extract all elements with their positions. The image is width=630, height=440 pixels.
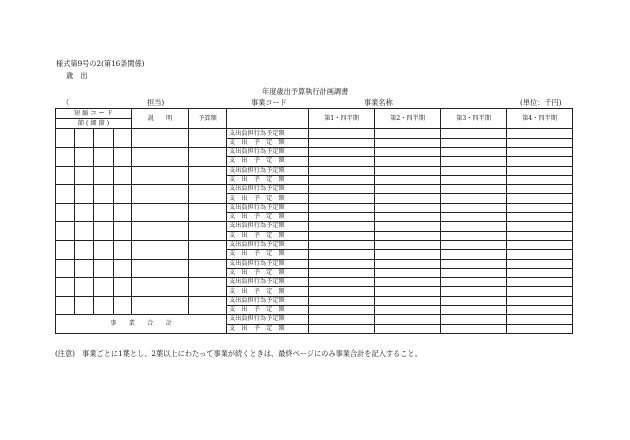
quarter-cell [309,194,375,203]
quarter-cell [375,324,441,333]
setsumei-cell [132,147,189,166]
quarter-cell [309,138,375,147]
row-label: 支出負担行為予定額 [227,129,309,138]
yosangaku-cell [189,278,227,297]
header-blank [227,109,309,129]
quarter-cell [507,185,573,194]
header-q3: 第3・四半期 [441,109,507,129]
setsumei-cell [132,222,189,241]
setsumei-cell [132,240,189,259]
quarter-cell [441,306,507,315]
code-cell [114,185,132,204]
table-row [56,166,573,175]
quarter-cell [309,250,375,259]
code-cell [114,259,132,278]
quarter-cell [441,175,507,184]
row-label: 支出負担行為予定額 [227,185,309,194]
quarter-cell [507,203,573,212]
row-label: 支出負担行為予定額 [227,240,309,249]
code-cell [75,129,94,148]
row-label: 支出負担行為予定額 [227,278,309,287]
code-cell [75,203,94,222]
code-cell [75,278,94,297]
code-cell [114,278,132,297]
info-tanto: 担当) [147,98,165,107]
quarter-cell [441,222,507,231]
quarter-cell [507,222,573,231]
code-cell [56,296,75,315]
row-label: 支 出 予 定 額 [227,324,309,333]
row-label: 支出負担行為予定額 [227,203,309,212]
quarter-cell [507,138,573,147]
table-row [56,296,573,305]
quarter-cell [309,185,375,194]
quarter-cell [441,166,507,175]
quarter-cell [309,157,375,166]
info-unit: (単位：千円) [520,98,562,107]
quarter-cell [441,138,507,147]
code-cell [75,259,94,278]
quarter-cell [441,194,507,203]
quarter-cell [507,213,573,222]
code-cell [94,147,114,166]
quarter-cell [441,231,507,240]
quarter-cell [507,250,573,259]
code-cell [75,166,94,185]
code-cell [114,203,132,222]
yosangaku-cell [189,259,227,278]
code-cell [114,222,132,241]
code-cell [94,296,114,315]
setsumei-cell [132,259,189,278]
quarter-cell [441,213,507,222]
row-label: 支 出 予 定 額 [227,157,309,166]
row-label: 支 出 予 定 額 [227,194,309,203]
quarter-cell [309,287,375,296]
section-label: 歳 出 [66,71,88,80]
header-setsumei: 説 明 [132,109,189,129]
header-q4: 第4・四半期 [507,109,573,129]
document-title: 年度歳出予算執行計画調書 [262,87,349,96]
setsumei-cell [132,296,189,315]
quarter-cell [507,194,573,203]
quarter-cell [375,157,441,166]
quarter-cell [375,222,441,231]
row-label: 支出負担行為予定額 [227,296,309,305]
row-label: 支 出 予 定 額 [227,250,309,259]
quarter-cell [375,194,441,203]
table-row [56,147,573,156]
code-cell [94,240,114,259]
row-label: 支 出 予 定 額 [227,231,309,240]
yosangaku-cell [189,240,227,259]
quarter-cell [441,203,507,212]
code-cell [114,147,132,166]
quarter-cell [375,138,441,147]
quarter-cell [441,259,507,268]
quarter-cell [507,324,573,333]
quarter-cell [375,203,441,212]
quarter-cell [375,185,441,194]
quarter-cell [375,315,441,324]
quarter-cell [507,240,573,249]
quarter-cell [309,296,375,305]
yosangaku-cell [189,203,227,222]
quarter-cell [309,259,375,268]
header-q2: 第2・四半期 [375,109,441,129]
quarter-cell [375,231,441,240]
code-cell [94,203,114,222]
row-label: 支 出 予 定 額 [227,213,309,222]
code-cell [114,296,132,315]
quarter-cell [309,268,375,277]
code-cell [94,185,114,204]
quarter-cell [309,166,375,175]
setsumei-cell [132,166,189,185]
quarter-cell [309,213,375,222]
quarter-cell [441,147,507,156]
quarter-cell [441,296,507,305]
code-cell [56,166,75,185]
quarter-cell [375,129,441,138]
code-cell [94,222,114,241]
quarter-cell [309,240,375,249]
yosangaku-cell [189,296,227,315]
quarter-cell [375,250,441,259]
table-row [56,278,573,287]
setsumei-cell [132,129,189,148]
yosangaku-cell [189,147,227,166]
code-cell [56,185,75,204]
code-cell [114,129,132,148]
quarter-cell [309,147,375,156]
header-yosangaku: 予算額 [189,109,227,129]
quarter-cell [507,129,573,138]
quarter-cell [507,278,573,287]
quarter-cell [375,278,441,287]
row-label: 支出負担行為予定額 [227,166,309,175]
code-cell [94,259,114,278]
quarter-cell [309,222,375,231]
quarter-cell [309,315,375,324]
code-cell [114,240,132,259]
total-row [56,315,573,324]
quarter-cell [507,175,573,184]
setsumei-cell [132,185,189,204]
quarter-cell [309,203,375,212]
code-cell [75,222,94,241]
yosangaku-cell [189,185,227,204]
quarter-cell [375,296,441,305]
quarter-cell [507,287,573,296]
plan-table [55,108,573,334]
row-label: 支出負担行為予定額 [227,315,309,324]
code-cell [114,166,132,185]
quarter-cell [375,268,441,277]
note: (注意) 事業ごとに1葉とし、2葉以上にわたって事業が続くときは、最終ページにのみ事業合計を記入すること。 [55,349,422,358]
quarter-cell [309,278,375,287]
quarter-cell [507,306,573,315]
quarter-cell [507,296,573,305]
quarter-cell [309,175,375,184]
quarter-cell [441,240,507,249]
quarter-cell [441,324,507,333]
setsumei-cell [132,203,189,222]
quarter-cell [507,166,573,175]
quarter-cell [441,287,507,296]
quarter-cell [507,231,573,240]
table-row [56,240,573,249]
quarter-cell [375,259,441,268]
header-q1: 第1・四半期 [309,109,375,129]
row-label: 支 出 予 定 額 [227,306,309,315]
code-cell [56,203,75,222]
quarter-cell [441,157,507,166]
row-label: 支 出 予 定 額 [227,268,309,277]
header-code-bottom: 節 ( 細 節 ) [56,119,132,129]
quarter-cell [309,231,375,240]
quarter-cell [507,259,573,268]
quarter-cell [507,157,573,166]
info-jigyo-name: 事業名称 [364,98,393,107]
quarter-cell [309,306,375,315]
header-code-top: 短 縮 コ ー ド [56,109,132,119]
quarter-cell [441,315,507,324]
table-row [56,185,573,194]
info-paren: （ [62,98,70,107]
table-row [56,203,573,212]
quarter-cell [375,306,441,315]
code-cell [75,296,94,315]
quarter-cell [441,129,507,138]
quarter-cell [507,315,573,324]
code-cell [56,147,75,166]
code-cell [56,222,75,241]
code-cell [94,278,114,297]
quarter-cell [441,268,507,277]
yosangaku-cell [189,129,227,148]
row-label: 支 出 予 定 額 [227,175,309,184]
quarter-cell [441,185,507,194]
code-cell [56,278,75,297]
code-cell [56,240,75,259]
code-cell [75,147,94,166]
quarter-cell [375,287,441,296]
quarter-cell [309,324,375,333]
form-number: 様式第9号の2(第16条関係) [56,59,145,68]
table-row [56,222,573,231]
info-jigyo-code: 事業コード [251,98,287,107]
yosangaku-cell [189,166,227,185]
code-cell [94,129,114,148]
row-label: 支 出 予 定 額 [227,287,309,296]
quarter-cell [375,240,441,249]
quarter-cell [507,268,573,277]
table-row [56,259,573,268]
code-cell [75,185,94,204]
quarter-cell [441,278,507,287]
quarter-cell [375,213,441,222]
row-label: 支出負担行為予定額 [227,147,309,156]
yosangaku-cell [189,222,227,241]
quarter-cell [309,129,375,138]
code-cell [75,240,94,259]
quarter-cell [507,147,573,156]
row-label: 支 出 予 定 額 [227,138,309,147]
quarter-cell [375,166,441,175]
total-label: 事 業 合 計 [56,315,227,334]
quarter-cell [375,147,441,156]
setsumei-cell [132,278,189,297]
table-row [56,129,573,138]
code-cell [94,166,114,185]
quarter-cell [441,250,507,259]
row-label: 支出負担行為予定額 [227,222,309,231]
row-label: 支出負担行為予定額 [227,259,309,268]
code-cell [56,259,75,278]
code-cell [56,129,75,148]
quarter-cell [375,175,441,184]
